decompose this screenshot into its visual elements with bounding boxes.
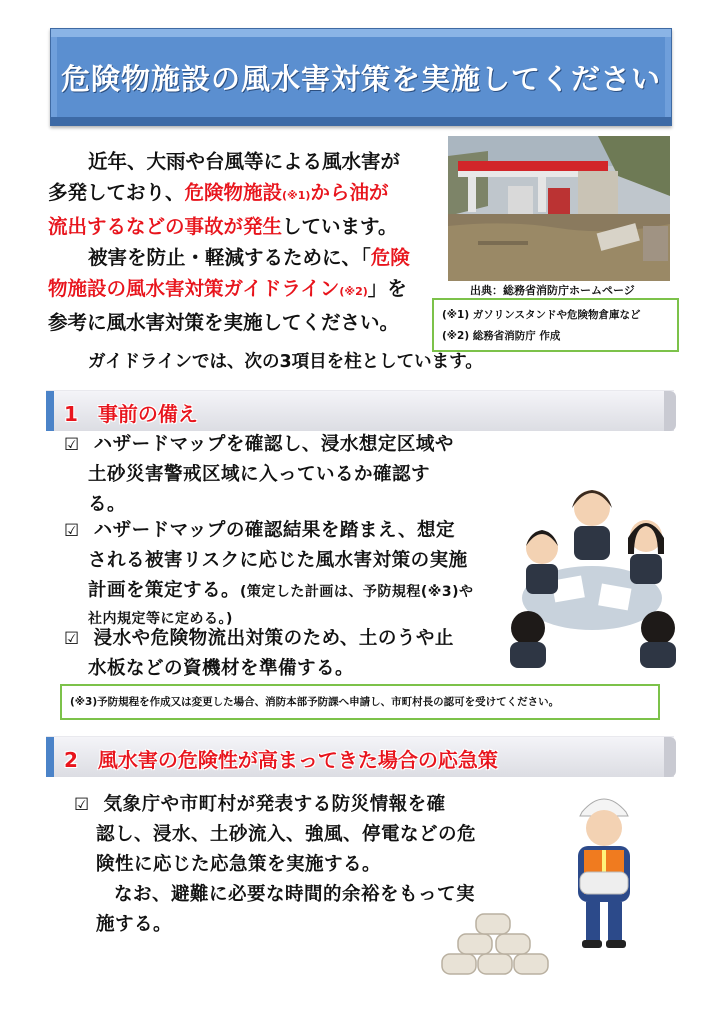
note-2: (※2) 総務省消防庁 作成 — [442, 330, 561, 342]
item-text: なお、避難に必要な時間的余裕をもって実 — [114, 884, 476, 905]
item-text: 浸水や危険物流出対策のため、土のうや止 — [93, 628, 454, 649]
section-1-item-2 — [64, 516, 474, 631]
meeting-illustration — [508, 478, 676, 668]
section-1-item-1 — [64, 430, 454, 520]
item-text: ハザードマップを確認し、浸水想定区域や — [93, 434, 454, 455]
intro-line-3 — [48, 211, 410, 242]
intro-line-1: 近年、大雨や台風等による風水害が — [88, 150, 401, 173]
intro-text: 多発しており、 — [48, 181, 185, 204]
footnote-ref: (※2) — [339, 285, 368, 298]
checkbox-icon: ☑ — [74, 795, 90, 815]
item-subnote: (策定した計画は、予防規程(※3)や — [240, 584, 474, 600]
note-1: (※1) ガソリンスタンドや危険物倉庫など — [442, 309, 641, 321]
checkbox-icon: ☑ — [64, 521, 80, 541]
item-text: 認し、浸水、土砂流入、強風、停電などの危 — [96, 824, 477, 845]
section-1-item-3 — [64, 624, 454, 684]
intro-line-6: 参考に風水害対策を実施してください。 — [48, 311, 400, 334]
item-text: 気象庁や市町村が発表する防災情報を確 — [103, 794, 446, 815]
worker-illustration — [566, 790, 642, 950]
footnote-box — [60, 684, 660, 720]
section-1-header — [46, 390, 674, 431]
page-title: 危険物施設の風水害対策を実施してください — [60, 62, 661, 96]
checkbox-icon: ☑ — [64, 629, 80, 649]
item-text: る。 — [88, 494, 127, 515]
section-2-body — [74, 790, 476, 940]
footnote-ref: (※1) — [282, 189, 311, 202]
highlight-text: から油が — [310, 181, 389, 204]
item-text: される被害リスクに応じた風水害対策の実施 — [88, 550, 468, 571]
highlight-text: 危険物施設 — [184, 181, 283, 204]
intro-text: しています。 — [282, 215, 398, 238]
intro-line-4 — [48, 242, 410, 273]
sandbags-illustration — [440, 906, 550, 978]
item-text: 施する。 — [96, 914, 173, 935]
checkbox-icon: ☑ — [64, 435, 80, 455]
notes-box — [432, 298, 679, 352]
flood-photo — [448, 136, 670, 281]
intro-line-5 — [48, 273, 410, 307]
footnote-3: (※3)予防規程を作成又は変更した場合、消防本部予防課へ申請し、市町村長の認可を受けてください。 — [70, 696, 560, 708]
highlight-text: 危険 — [370, 246, 410, 269]
pillars-intro: ガイドラインでは、次の3項目を柱としています。 — [88, 352, 483, 372]
item-text: 水板などの資機材を準備する。 — [88, 658, 355, 679]
highlight-text: 物施設の風水害対策ガイドライン — [48, 277, 340, 300]
item-subnote: 社内規定等に定める。) — [88, 611, 233, 627]
item-text: ハザードマップの確認結果を踏まえ、想定 — [93, 520, 456, 541]
item-text: 険性に応じた応急策を実施する。 — [96, 854, 382, 875]
intro-text: 」を — [367, 277, 407, 300]
section-1-title: 1 事前の備え — [64, 402, 198, 426]
intro-paragraph — [48, 146, 410, 338]
section-2-header — [46, 736, 674, 777]
intro-text: 被害を防止・軽減するために、「 — [88, 246, 371, 269]
title-banner — [50, 28, 672, 126]
intro-line-2 — [48, 177, 410, 211]
item-text: 計画を策定する。 — [88, 580, 241, 601]
item-text: 土砂災害警戒区域に入っているか確認す — [88, 464, 431, 485]
section-2-title: 2 風水害の危険性が高まってきた場合の応急策 — [64, 748, 498, 772]
highlight-text: 流出するなどの事故が発生 — [48, 215, 283, 238]
photo-caption: 出典：総務省消防庁ホームページ — [470, 284, 635, 297]
